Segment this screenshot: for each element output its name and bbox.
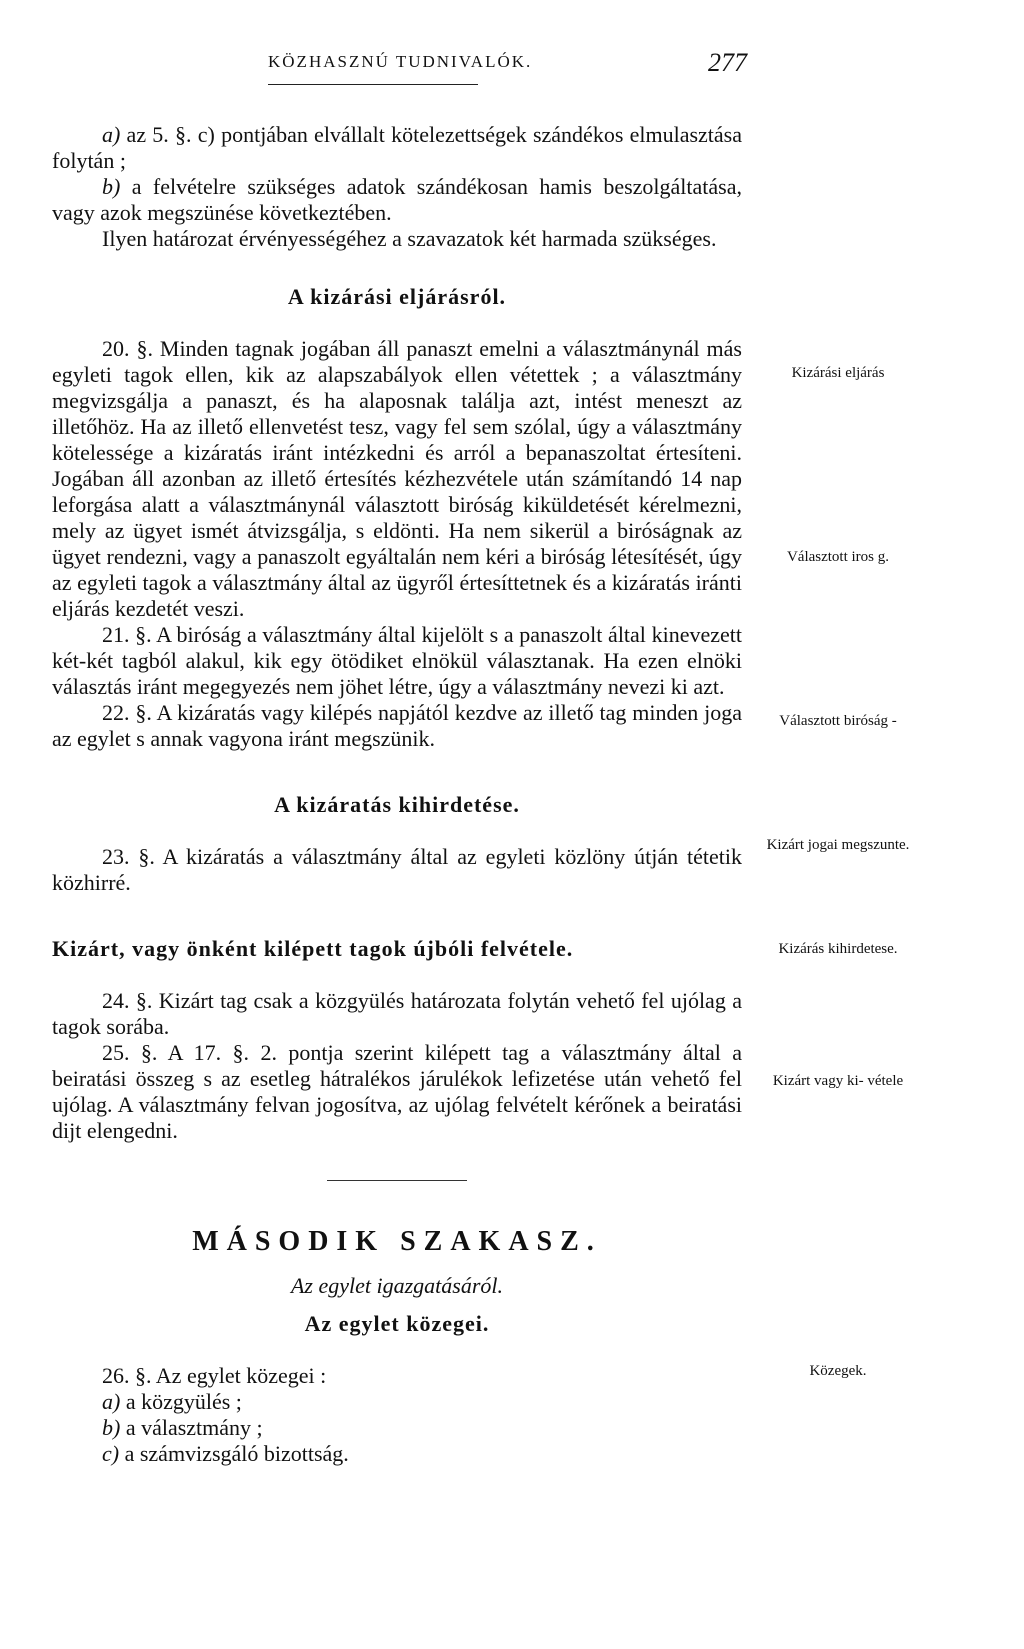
- main-text: [52, 122, 742, 1467]
- clause-majority: Ilyen határozat érvényességéhez a szavazatok két harmada szükséges.: [102, 226, 717, 251]
- organ-c-marker: c): [102, 1441, 120, 1466]
- margin-note-kozegek: Közegek.: [809, 1363, 867, 1379]
- organ-b: [52, 1415, 742, 1441]
- clause-b-marker: b): [102, 174, 121, 199]
- organ-b-text: a választmány ;: [120, 1415, 263, 1440]
- organ-a-marker: a): [102, 1389, 121, 1414]
- section-22: 22. §. A kizáratás vagy kilépés napjától kezdve az illető tag minden joga az egylet s annak vagyona iránt megszünik.: [52, 700, 742, 751]
- section-26: 26. §. Az egylet közegei :: [102, 1363, 327, 1388]
- section-25: 25. §. A 17. §. 2. pontja szerint kilépett tag a választmány által a beiratási összeg s az esetleg hátralékos járulékok lefizetése után vehető fel ujólag. A választmány felvan jogosítva, az ujólag felvételt kérőnek a beiratási dijt elengedni.: [52, 1040, 742, 1143]
- clause-a: [52, 122, 742, 174]
- section-23: 23. §. A kizáratás a választmány által az egyleti közlöny útján tétetik közhirré.: [52, 844, 742, 895]
- clause-a-marker: a): [102, 122, 121, 147]
- section-24: 24. §. Kizárt tag csak a közgyülés határozata folytán vehető fel ujólag a tagok sorába.: [52, 988, 742, 1039]
- section-20: 20. §. Minden tagnak jogában áll panaszt emelni a választmánynál más egyleti tagok ellen, kik az alapszabályok ellen vétettek ; a választmány megvizsgálja a panaszt, és ha alaposnak találja azt, intést meneszt az illetőhöz. Ha az illető ellenvetést tesz, vagy fel sem szólal, úgy a választmány kötelessége a kizáratás iránt intézkedni és arról a bepanaszoltat értesíteni. Jogában áll azonban az illető értesítés kézhezvétele után számítandó 14 nap leforgása alatt a választmánynál választott biróság kiküldetését kérelmezni, mely az ügyet ismét átvizsgálja, s eldönti. Ha nem sikerül a biróságnak az ügyet rendezni, vagy a panaszolt egyáltalán nem kéri a biróság létesítését, úgy az egyleti tagok a választmány által az ügyről értesíttetnek és a kizáratás iránti eljárás kezdetét veszi.: [52, 336, 742, 621]
- clause-b-text: a felvételre szükséges adatok szándékosan hamis beszolgáltatása, vagy azok megszünése következtében.: [52, 174, 742, 225]
- clause-b: [52, 174, 742, 226]
- page-number: 277: [708, 48, 747, 77]
- header-rule: [268, 84, 478, 85]
- running-header: [0, 44, 1024, 94]
- section-separator: [327, 1180, 467, 1181]
- organ-c-text: a számvizsgáló bizottság.: [119, 1441, 349, 1466]
- organ-c: [52, 1441, 742, 1467]
- margin-note-kizarasi-eljaras: Kizárási eljárás: [791, 365, 885, 381]
- margin-note-kizart-felvetele: Kizárt vagy ki- vétele: [772, 1073, 904, 1089]
- margin-note-valasztott-2: Választott biróság -: [779, 713, 897, 729]
- organ-a: [52, 1389, 742, 1415]
- margin-note-valasztott-1: Választott iros g.: [786, 549, 890, 565]
- part-title: MÁSODIK SZAKASZ.: [192, 1226, 602, 1257]
- heading-kizaratas-kihirdetese: A kizáratás kihirdetése.: [274, 792, 520, 817]
- heading-kizarasi-eljaras: A kizárási eljárásról.: [287, 284, 507, 309]
- heading-egylet-kozegei: Az egylet közegei.: [304, 1311, 490, 1336]
- heading-ujboli-felvetele: Kizárt, vagy önként kilépett tagok újbóli felvétele.: [52, 936, 574, 961]
- section-21: 21. §. A biróság a választmány által kijelölt s a panaszolt által kinevezett két-két tagból alakul, kik egy ötödiket elnökül választanak. Ha ezen elnöki választás iránt megegyezés nem jöhet létre, úgy a választmány nevezi ki azt.: [52, 622, 742, 699]
- clause-a-text: az 5. §. c) pontjában elvállalt kötelezettségek szándékos elmulasztása folytán ;: [52, 122, 742, 173]
- organ-b-marker: b): [102, 1415, 121, 1440]
- margin-note-kizart-jogai: Kizárt jogai megszunte.: [766, 837, 910, 853]
- margin-note-kizaras-kihirdetese: Kizárás kihirdetese.: [778, 941, 898, 957]
- running-title: KÖZHASZNÚ TUDNIVALÓK.: [268, 52, 533, 71]
- organ-a-text: a közgyülés ;: [120, 1389, 242, 1414]
- chapter-title: Az egylet igazgatásáról.: [290, 1273, 504, 1298]
